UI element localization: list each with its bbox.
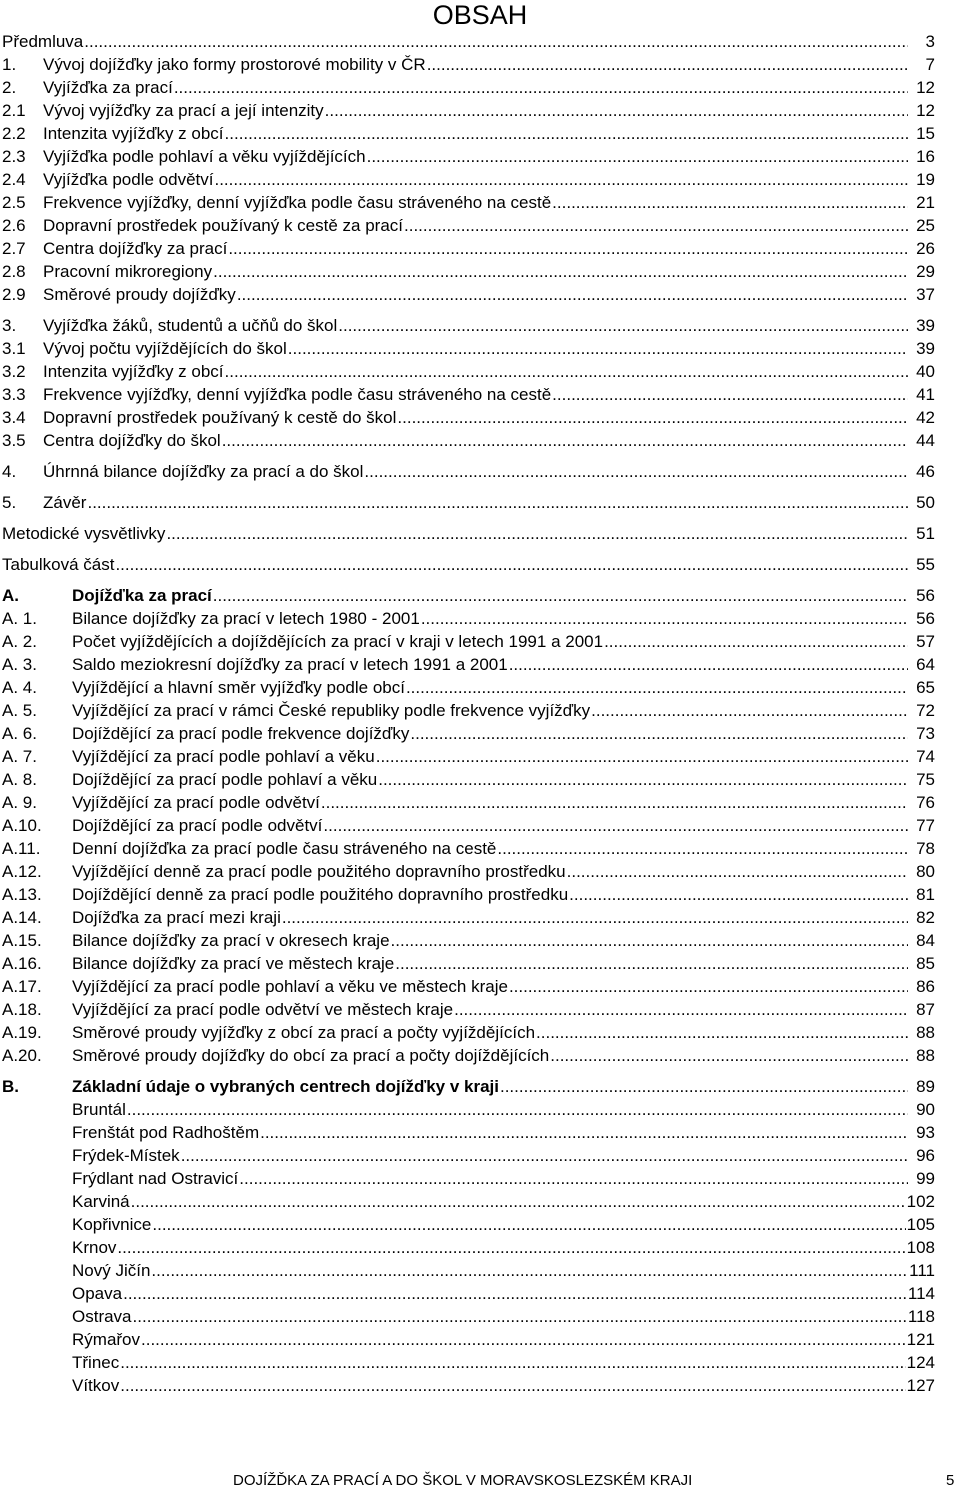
toc-dot-leader bbox=[569, 883, 908, 906]
toc-dot-leader bbox=[378, 768, 908, 791]
toc-entry-page: 102 bbox=[906, 1192, 935, 1211]
toc-entry-label: Předmluva bbox=[2, 32, 84, 51]
toc-entry[interactable] bbox=[2, 260, 935, 283]
toc-entry[interactable] bbox=[2, 1282, 935, 1305]
toc-entry-number: A.13. bbox=[2, 885, 42, 904]
toc-entry-label: Vyjížďka podle pohlaví a věku vyjíždějících bbox=[43, 147, 366, 166]
toc-entry-label: Vyjíždějící za prací podle pohlaví a věku ve městech kraje bbox=[72, 977, 508, 996]
toc-dot-leader bbox=[323, 814, 908, 837]
toc-entry-page: 44 bbox=[916, 431, 935, 450]
toc-entry[interactable] bbox=[2, 145, 935, 168]
toc-entry[interactable] bbox=[2, 522, 935, 545]
toc-entry-page: 16 bbox=[916, 147, 935, 166]
toc-entry-page: 39 bbox=[916, 316, 935, 335]
toc-dot-leader bbox=[552, 383, 908, 406]
toc-entry[interactable] bbox=[2, 768, 935, 791]
toc-entry-page: 89 bbox=[916, 1077, 935, 1096]
toc-entry-number: A.19. bbox=[2, 1023, 42, 1042]
toc-entry-page: 88 bbox=[916, 1023, 935, 1042]
toc-entry[interactable] bbox=[2, 191, 935, 214]
toc-entry[interactable] bbox=[2, 237, 935, 260]
toc-entry-label: Centra dojížďky do škol bbox=[43, 431, 221, 450]
toc-entry-page: 42 bbox=[916, 408, 935, 427]
toc-entry-page: 56 bbox=[916, 586, 935, 605]
toc-entry-label: Vyjíždějící a hlavní směr vyjížďky podle obcí bbox=[72, 678, 405, 697]
toc-entry[interactable] bbox=[2, 460, 935, 483]
toc-entry-label: Dopravní prostředek používaný k cestě do škol bbox=[43, 408, 397, 427]
toc-entry[interactable] bbox=[2, 814, 935, 837]
toc-entry-page: 51 bbox=[916, 524, 935, 543]
toc-entry-label: Směrové proudy dojížďky do obcí za prací a počty dojíždějících bbox=[72, 1046, 550, 1065]
toc-entry-page: 74 bbox=[916, 747, 935, 766]
toc-entry-number: 2.4 bbox=[2, 170, 26, 189]
toc-dot-leader bbox=[567, 860, 908, 883]
toc-entry[interactable] bbox=[2, 553, 935, 576]
toc-entry-label: Dojížďka za prací mezi kraji bbox=[72, 908, 281, 927]
toc-dot-leader bbox=[550, 1044, 908, 1067]
toc-entry-label: Dojíždějící za prací podle frekvence dojížďky bbox=[72, 724, 410, 743]
toc-dot-leader bbox=[288, 337, 908, 360]
toc-entry[interactable] bbox=[2, 214, 935, 237]
toc-dot-leader bbox=[367, 145, 908, 168]
toc-entry[interactable] bbox=[2, 168, 935, 191]
toc-entry-page: 80 bbox=[916, 862, 935, 881]
toc-entry[interactable] bbox=[2, 1044, 935, 1067]
toc-entry-number: 2.3 bbox=[2, 147, 26, 166]
toc-entry-page: 85 bbox=[916, 954, 935, 973]
toc-dot-leader bbox=[225, 122, 908, 145]
toc-dot-leader bbox=[497, 837, 908, 860]
toc-entry[interactable] bbox=[2, 1213, 935, 1236]
toc-entry[interactable] bbox=[2, 1121, 935, 1144]
toc-entry-label: Vyjížďka za prací bbox=[43, 78, 173, 97]
toc-entry-number: B. bbox=[2, 1077, 19, 1096]
toc-entry-page: 46 bbox=[916, 462, 935, 481]
toc-entry[interactable] bbox=[2, 607, 935, 630]
toc-entry-page: 72 bbox=[916, 701, 935, 720]
toc-entry-page: 121 bbox=[906, 1330, 935, 1349]
toc-entry-number: A. 4. bbox=[2, 678, 37, 697]
toc-entry-page: 55 bbox=[916, 555, 935, 574]
toc-dot-leader bbox=[427, 53, 908, 76]
toc-entry-page: 41 bbox=[916, 385, 935, 404]
toc-entry[interactable] bbox=[2, 1075, 935, 1098]
toc-entry[interactable] bbox=[2, 906, 935, 929]
toc-entry[interactable] bbox=[2, 99, 935, 122]
toc-entry-page: 73 bbox=[916, 724, 935, 743]
toc-entry-label: Saldo meziokresní dojížďky za prací v letech 1991 a 2001 bbox=[72, 655, 508, 674]
toc-entry[interactable] bbox=[2, 1021, 935, 1044]
toc-entry-page: 77 bbox=[916, 816, 935, 835]
toc-entry[interactable] bbox=[2, 1236, 935, 1259]
toc-dot-leader bbox=[536, 1021, 908, 1044]
toc-dot-leader bbox=[213, 584, 908, 607]
toc-dot-leader bbox=[552, 191, 908, 214]
toc-entry-label: Dojíždějící za prací podle pohlaví a věku bbox=[72, 770, 378, 789]
toc-entry-page: 87 bbox=[916, 1000, 935, 1019]
toc-entry-number: A.11. bbox=[2, 839, 41, 858]
toc-entry-page: 50 bbox=[916, 493, 935, 512]
toc-entry-number: 5. bbox=[2, 493, 17, 512]
toc-entry[interactable] bbox=[2, 699, 935, 722]
toc-dot-leader bbox=[410, 722, 908, 745]
toc-entry[interactable] bbox=[2, 860, 935, 883]
toc-entry-label: Krnov bbox=[72, 1238, 117, 1257]
toc-entry-page: 88 bbox=[916, 1046, 935, 1065]
toc-entry[interactable] bbox=[2, 837, 935, 860]
toc-entry-number: 2.8 bbox=[2, 262, 26, 281]
toc-entry-label: Třinec bbox=[72, 1353, 120, 1372]
toc-dot-leader bbox=[225, 360, 908, 383]
toc-entry-label: Závěr bbox=[43, 493, 87, 512]
toc-entry-label: Intenzita vyjížďky z obcí bbox=[43, 124, 224, 143]
toc-entry[interactable] bbox=[2, 1167, 935, 1190]
toc-entry[interactable] bbox=[2, 53, 935, 76]
toc-entry-label: Vítkov bbox=[72, 1376, 120, 1395]
toc-dot-leader bbox=[181, 1144, 908, 1167]
toc-entry-label: Vývoj dojížďky jako formy prostorové mobility v ČR bbox=[43, 55, 426, 74]
toc-entry-number: 1. bbox=[2, 55, 17, 74]
toc-dot-leader bbox=[127, 1098, 908, 1121]
toc-entry-label: Rýmařov bbox=[72, 1330, 141, 1349]
toc-entry-label: Frýdlant nad Ostravicí bbox=[72, 1169, 239, 1188]
toc-entry-page: 56 bbox=[916, 609, 935, 628]
toc-dot-leader bbox=[222, 429, 908, 452]
toc-entry-page: 99 bbox=[916, 1169, 935, 1188]
toc-entry-number: A.12. bbox=[2, 862, 42, 881]
toc-entry-page: 37 bbox=[916, 285, 935, 304]
toc-entry-page: 21 bbox=[916, 193, 935, 212]
toc-dot-leader bbox=[321, 791, 908, 814]
toc-entry-page: 39 bbox=[916, 339, 935, 358]
toc-dot-leader bbox=[509, 653, 908, 676]
toc-entry[interactable] bbox=[2, 1190, 935, 1213]
toc-dot-leader bbox=[166, 522, 908, 545]
toc-dot-leader bbox=[117, 1236, 905, 1259]
toc-dot-leader bbox=[115, 553, 908, 576]
toc-dot-leader bbox=[397, 406, 908, 429]
toc-entry-page: 64 bbox=[916, 655, 935, 674]
toc-entry-page: 108 bbox=[906, 1238, 935, 1257]
toc-entry-number: 2.7 bbox=[2, 239, 26, 258]
toc-entry[interactable] bbox=[2, 1351, 935, 1374]
toc-entry-label: Vývoj počtu vyjíždějících do škol bbox=[43, 339, 287, 358]
toc-entry-label: Vyjíždějící za prací podle odvětví ve městech kraje bbox=[72, 1000, 454, 1019]
toc-dot-leader bbox=[406, 676, 908, 699]
toc-entry-page: 96 bbox=[916, 1146, 935, 1165]
toc-entry-page: 86 bbox=[916, 977, 935, 996]
toc-entry[interactable] bbox=[2, 929, 935, 952]
toc-entry-number: A. 7. bbox=[2, 747, 37, 766]
toc-dot-leader bbox=[123, 1282, 907, 1305]
toc-entry-page: 19 bbox=[916, 170, 935, 189]
toc-dot-leader bbox=[84, 30, 908, 53]
toc-entry-number: 2.9 bbox=[2, 285, 26, 304]
toc-entry-label: Základní údaje o vybraných centrech dojížďky v kraji bbox=[72, 1077, 499, 1096]
toc-entry-label: Frýdek-Místek bbox=[72, 1146, 180, 1165]
toc-entry[interactable] bbox=[2, 360, 935, 383]
toc-entry-page: 76 bbox=[916, 793, 935, 812]
toc-entry-number: A.17. bbox=[2, 977, 42, 996]
toc-entry-label: Metodické vysvětlivky bbox=[2, 524, 166, 543]
toc-entry[interactable] bbox=[2, 1259, 935, 1282]
toc-entry-number: A. 5. bbox=[2, 701, 37, 720]
toc-entry-page: 114 bbox=[907, 1284, 935, 1303]
toc-dot-leader bbox=[325, 99, 908, 122]
toc-entry[interactable] bbox=[2, 76, 935, 99]
toc-entry[interactable] bbox=[2, 653, 935, 676]
toc-dot-leader bbox=[391, 929, 908, 952]
toc-dot-leader bbox=[151, 1259, 908, 1282]
toc-entry-label: Vývoj vyjížďky za prací a její intenzity bbox=[43, 101, 324, 120]
toc-entry-page: 105 bbox=[906, 1215, 935, 1234]
toc-entry-number: A. 8. bbox=[2, 770, 37, 789]
toc-entry-number: 3.2 bbox=[2, 362, 26, 381]
toc-entry-page: 65 bbox=[916, 678, 935, 697]
page-footer bbox=[0, 1471, 955, 1491]
toc-dot-leader bbox=[282, 906, 908, 929]
toc-entry-page: 29 bbox=[916, 262, 935, 281]
toc-entry[interactable] bbox=[2, 791, 935, 814]
toc-entry-number: 4. bbox=[2, 462, 17, 481]
toc-entry-page: 84 bbox=[916, 931, 935, 950]
toc-entry[interactable] bbox=[2, 1144, 935, 1167]
toc-dot-leader bbox=[120, 1351, 905, 1374]
toc-entry-label: Vyjíždějící denně za prací podle použitého dopravního prostředku bbox=[72, 862, 566, 881]
toc-entry-page: 15 bbox=[916, 124, 935, 143]
toc-dot-leader bbox=[591, 699, 908, 722]
toc-entry-page: 93 bbox=[916, 1123, 935, 1142]
toc-entry-number: 2.1 bbox=[2, 101, 26, 120]
toc-entry-number: 3.5 bbox=[2, 431, 26, 450]
page-title: OBSAH bbox=[432, 0, 528, 30]
toc-entry[interactable] bbox=[2, 975, 935, 998]
toc-entry[interactable] bbox=[2, 406, 935, 429]
toc-entry-label: Vyjížďka žáků, studentů a učňů do škol bbox=[43, 316, 338, 335]
toc-entry[interactable] bbox=[2, 1374, 935, 1397]
toc-entry-label: Vyjíždějící za prací podle odvětví bbox=[72, 793, 320, 812]
toc-entry-label: Dojíždějící za prací podle odvětví bbox=[72, 816, 323, 835]
toc-dot-leader bbox=[214, 168, 908, 191]
toc-dot-leader bbox=[395, 952, 908, 975]
toc-dot-leader bbox=[421, 607, 908, 630]
toc-dot-leader bbox=[213, 260, 908, 283]
footer-title: DOJÍŽĎKA ZA PRACÍ A DO ŠKOL V MORAVSKOSLEZSKÉM KRAJI bbox=[233, 1472, 693, 1489]
toc-entry-number: A.14. bbox=[2, 908, 42, 927]
toc-entry[interactable] bbox=[2, 745, 935, 768]
toc-entry-number: 2.6 bbox=[2, 216, 26, 235]
toc-dot-leader bbox=[131, 1190, 906, 1213]
toc-entry[interactable] bbox=[2, 883, 935, 906]
toc-entry[interactable] bbox=[2, 722, 935, 745]
toc-entry-number: 2.2 bbox=[2, 124, 26, 143]
toc-entry-page: 75 bbox=[916, 770, 935, 789]
toc-entry-label: Denní dojížďka za prací podle času stráveného na cestě bbox=[72, 839, 497, 858]
toc-entry[interactable] bbox=[2, 30, 935, 53]
toc-entry-number: 3.1 bbox=[2, 339, 26, 358]
toc-dot-leader bbox=[228, 237, 908, 260]
toc-dot-leader bbox=[376, 745, 908, 768]
toc-entry-page: 81 bbox=[916, 885, 935, 904]
toc-dot-leader bbox=[133, 1305, 907, 1328]
toc-entry-number: A. 1. bbox=[2, 609, 37, 628]
toc-entry-number: A.16. bbox=[2, 954, 42, 973]
toc-entry[interactable] bbox=[2, 122, 935, 145]
toc-dot-leader bbox=[604, 630, 908, 653]
toc-dot-leader bbox=[509, 975, 908, 998]
toc-entry-label: Opava bbox=[72, 1284, 123, 1303]
toc-entry-label: Dopravní prostředek používaný k cestě za prací bbox=[43, 216, 404, 235]
toc-entry-label: Tabulková část bbox=[2, 555, 115, 574]
toc-dot-leader bbox=[141, 1328, 906, 1351]
toc-dot-leader bbox=[500, 1075, 908, 1098]
toc-entry-label: Směrové proudy vyjížďky z obcí za prací a počty vyjíždějících bbox=[72, 1023, 536, 1042]
toc-dot-leader bbox=[454, 998, 908, 1021]
toc-entry[interactable] bbox=[2, 630, 935, 653]
toc-entry-label: Směrové proudy dojížďky bbox=[43, 285, 236, 304]
toc-entry-label: Nový Jičín bbox=[72, 1261, 151, 1280]
toc-dot-leader bbox=[174, 76, 908, 99]
toc-entry-page: 90 bbox=[916, 1100, 935, 1119]
toc-entry-label: Pracovní mikroregiony bbox=[43, 262, 213, 281]
toc-entry-label: Frekvence vyjížďky, denní vyjížďka podle času stráveného na cestě bbox=[43, 385, 552, 404]
table-of-contents bbox=[2, 30, 935, 1397]
footer-page-number: 5 bbox=[946, 1472, 955, 1489]
toc-dot-leader bbox=[239, 1167, 908, 1190]
toc-entry-number: A.20. bbox=[2, 1046, 42, 1065]
toc-entry-page: 26 bbox=[916, 239, 935, 258]
toc-dot-leader bbox=[364, 460, 908, 483]
toc-entry-label: Bruntál bbox=[72, 1100, 126, 1119]
toc-entry[interactable] bbox=[2, 998, 935, 1021]
toc-entry[interactable] bbox=[2, 1098, 935, 1121]
toc-dot-leader bbox=[338, 314, 908, 337]
toc-entry-label: Frenštát pod Radhoštěm bbox=[72, 1123, 260, 1142]
toc-entry-label: Bilance dojížďky za prací v letech 1980 - 2001 bbox=[72, 609, 420, 628]
toc-entry-page: 111 bbox=[909, 1261, 935, 1280]
toc-entry-number: A. bbox=[2, 586, 19, 605]
toc-entry-page: 12 bbox=[916, 101, 935, 120]
toc-dot-leader bbox=[87, 491, 908, 514]
toc-entry-label: Karviná bbox=[72, 1192, 130, 1211]
toc-dot-leader bbox=[237, 283, 908, 306]
toc-entry-page: 57 bbox=[916, 632, 935, 651]
toc-entry-number: 3.3 bbox=[2, 385, 26, 404]
toc-entry-label: Počet vyjíždějících a dojíždějících za prací v kraji v letech 1991 a 2001 bbox=[72, 632, 604, 651]
toc-entry-number: 2. bbox=[2, 78, 17, 97]
toc-entry-page: 12 bbox=[916, 78, 935, 97]
toc-entry-number: A. 2. bbox=[2, 632, 37, 651]
toc-entry[interactable] bbox=[2, 1328, 935, 1351]
toc-entry-number: A. 9. bbox=[2, 793, 37, 812]
toc-entry[interactable] bbox=[2, 1305, 935, 1328]
toc-entry-label: Úhrnná bilance dojížďky za prací a do škol bbox=[43, 462, 364, 481]
toc-entry[interactable] bbox=[2, 676, 935, 699]
toc-entry-page: 3 bbox=[925, 32, 935, 51]
toc-entry-label: Vyjíždějící za prací podle pohlaví a věku bbox=[72, 747, 375, 766]
toc-entry-page: 82 bbox=[916, 908, 935, 927]
toc-entry-page: 25 bbox=[916, 216, 935, 235]
toc-entry-label: Kopřivnice bbox=[72, 1215, 152, 1234]
toc-entry-number: A.18. bbox=[2, 1000, 42, 1019]
toc-entry-number: A.10. bbox=[2, 816, 42, 835]
toc-entry[interactable] bbox=[2, 491, 935, 514]
toc-entry[interactable] bbox=[2, 383, 935, 406]
toc-entry-label: Frekvence vyjížďky, denní vyjížďka podle času stráveného na cestě bbox=[43, 193, 552, 212]
toc-dot-leader bbox=[120, 1374, 905, 1397]
toc-dot-leader bbox=[260, 1121, 908, 1144]
toc-entry-label: Dojížďka za prací bbox=[72, 586, 212, 605]
toc-entry-label: Intenzita vyjížďky z obcí bbox=[43, 362, 224, 381]
toc-entry-page: 40 bbox=[916, 362, 935, 381]
toc-entry[interactable] bbox=[2, 584, 935, 607]
toc-dot-leader bbox=[152, 1213, 905, 1236]
toc-entry-label: Ostrava bbox=[72, 1307, 132, 1326]
toc-entry-label: Centra dojížďky za prací bbox=[43, 239, 228, 258]
toc-entry-label: Vyjížďka podle odvětví bbox=[43, 170, 214, 189]
toc-entry-number: A. 6. bbox=[2, 724, 37, 743]
toc-entry[interactable] bbox=[2, 283, 935, 306]
toc-entry-label: Dojíždějící denně za prací podle použitého dopravního prostředku bbox=[72, 885, 569, 904]
toc-entry-label: Vyjíždějící za prací v rámci České republiky podle frekvence vyjížďky bbox=[72, 701, 591, 720]
toc-entry-number: A.15. bbox=[2, 931, 42, 950]
toc-entry-number: A. 3. bbox=[2, 655, 37, 674]
toc-entry-number: 3. bbox=[2, 316, 17, 335]
toc-entry[interactable] bbox=[2, 429, 935, 452]
toc-entry-label: Bilance dojížďky za prací v okresech kraje bbox=[72, 931, 390, 950]
toc-entry-number: 2.5 bbox=[2, 193, 26, 212]
toc-entry[interactable] bbox=[2, 952, 935, 975]
toc-entry-page: 78 bbox=[916, 839, 935, 858]
toc-entry-number: 3.4 bbox=[2, 408, 26, 427]
toc-entry-page: 118 bbox=[907, 1307, 935, 1326]
toc-dot-leader bbox=[404, 214, 908, 237]
toc-entry[interactable] bbox=[2, 314, 935, 337]
toc-entry-page: 7 bbox=[925, 55, 935, 74]
toc-entry-page: 124 bbox=[906, 1353, 935, 1372]
toc-entry-label: Bilance dojížďky za prací ve městech kraje bbox=[72, 954, 395, 973]
toc-entry[interactable] bbox=[2, 337, 935, 360]
toc-entry-page: 127 bbox=[906, 1376, 935, 1395]
